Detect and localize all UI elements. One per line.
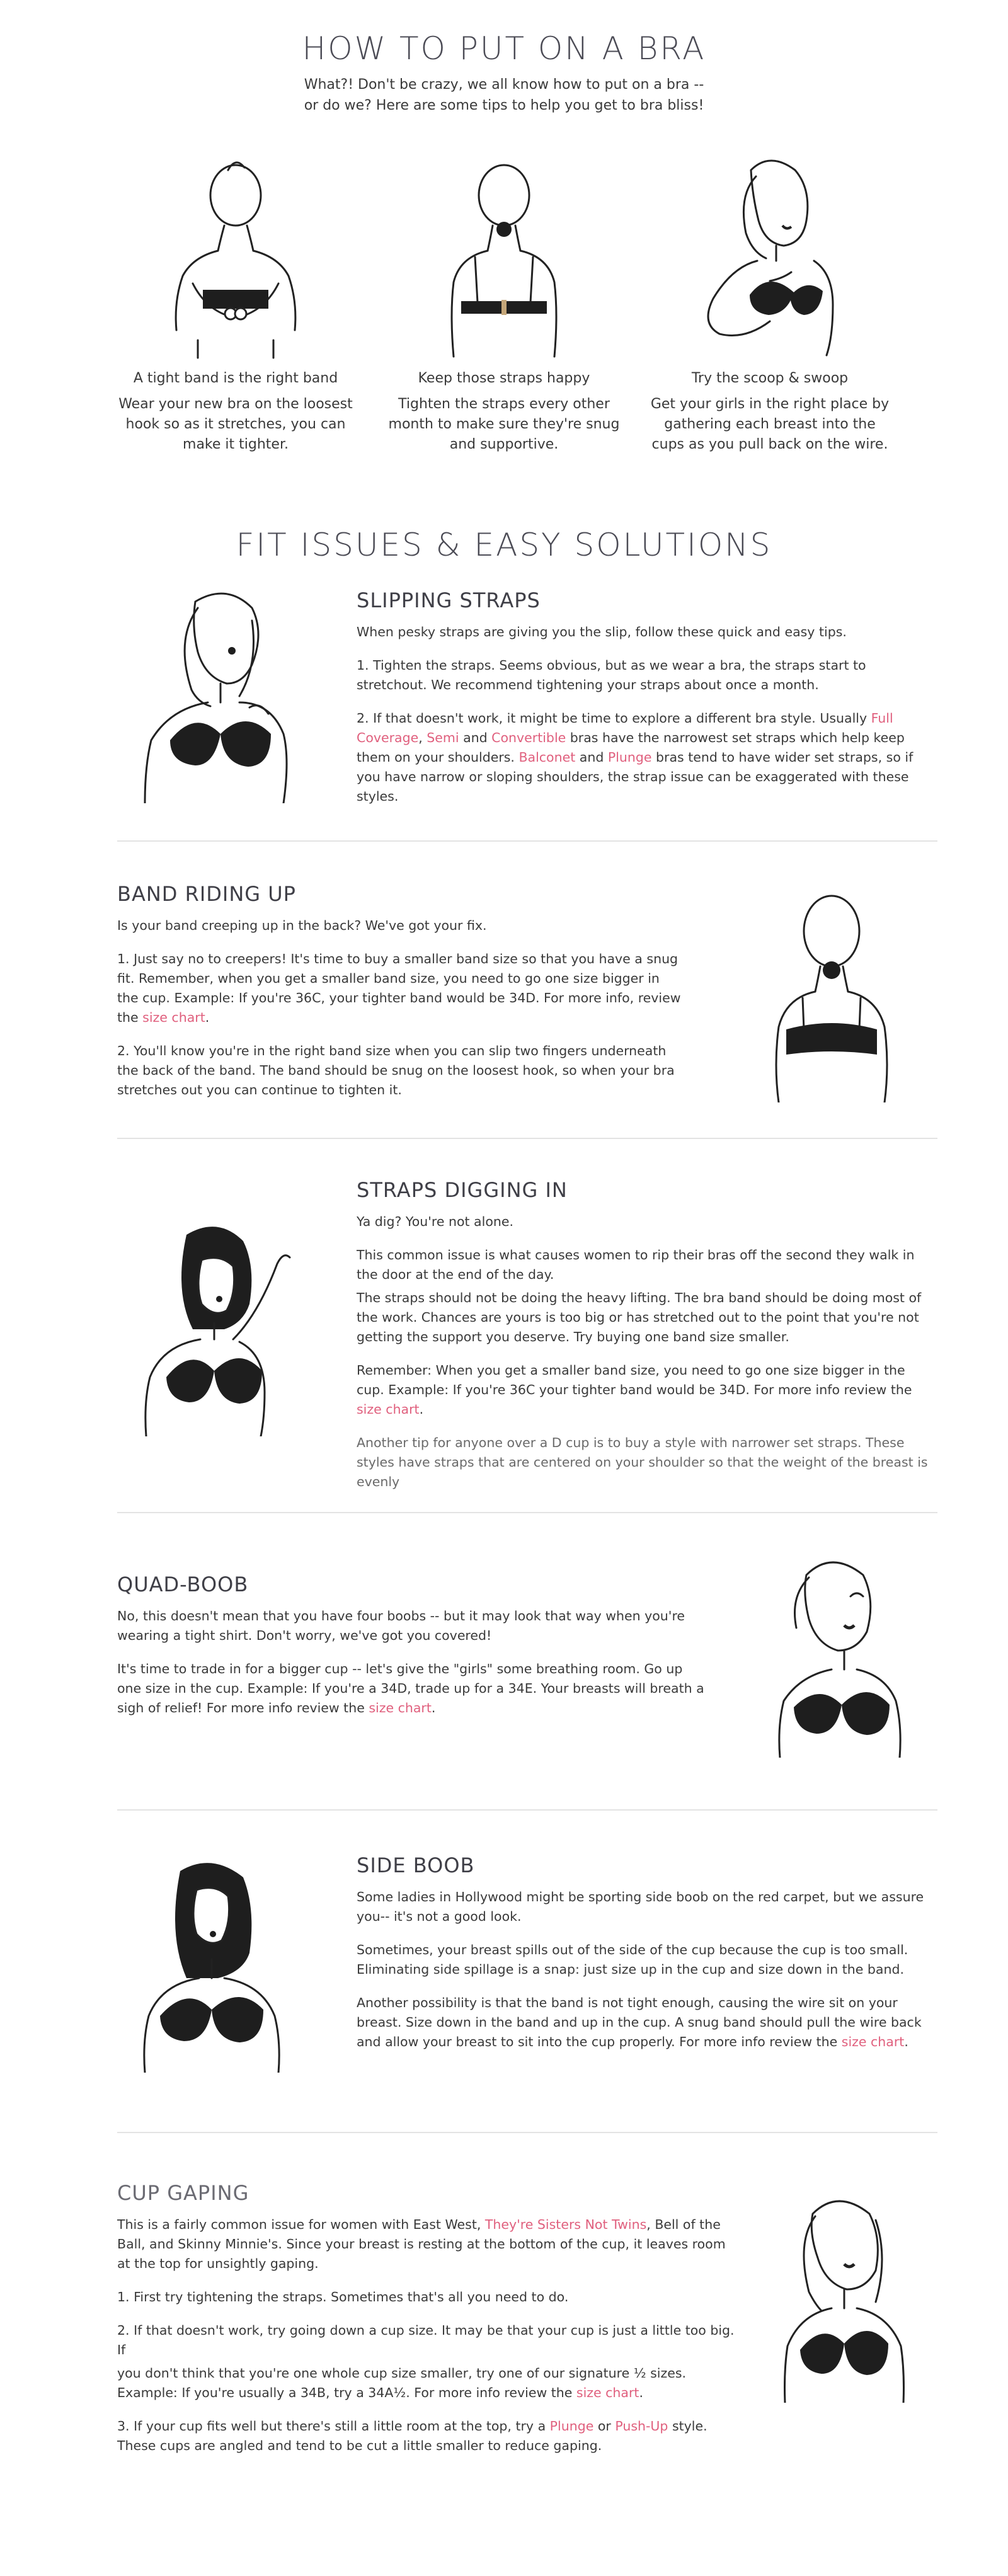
woman-back-straps-illustration: [422, 151, 586, 359]
paragraph: Is your band creeping up in the back? We've got your fix.: [117, 918, 487, 933]
section-heading: QUAD-BOOB: [117, 1572, 249, 1596]
step-card-3: [650, 151, 890, 455]
paragraph: No, this doesn't mean that you have four boobs -- but it may look that way when you're wearing a tight shirt. Don't worry, we've got you covered!: [117, 1608, 685, 1643]
paragraph: 3. If your cup fits well but there's still a little room at the top, try a Plunge or Push-Up style. These cups are angled and tend to be cut a little smaller to reduce gaping.: [117, 2419, 707, 2453]
balconet-link[interactable]: Balconet: [518, 750, 576, 765]
slipping-straps-illustration: [132, 589, 296, 806]
section-heading: SLIPPING STRAPS: [357, 588, 541, 612]
side-boob-section: [357, 1853, 936, 2066]
section-divider: [117, 1138, 937, 1139]
paragraph: 1. Just say no to creepers! It's time to buy a smaller band size so that you have a snug fit. Remember, when you get a smaller band size, you need to go one size bigger in the cup. Example: If you're 36C, your tighter band would be 34D. For more info, review the size chart.: [117, 951, 681, 1025]
plunge-link[interactable]: Plunge: [607, 750, 652, 765]
step-title: Keep those straps happy: [418, 370, 590, 386]
side-boob-illustration: [123, 1858, 300, 2075]
size-chart-link[interactable]: size chart: [841, 2034, 905, 2049]
paragraph: Another tip for anyone over a D cup is to buy a style with narrower set straps. These styles have straps that are centered on your shoulder so that the weight of the breast is evenly: [357, 1435, 928, 1489]
full-coverage-link[interactable]: Full Coverage: [357, 711, 893, 745]
page-title: HOW TO PUT ON A BRA: [302, 30, 706, 67]
step-body: Get your girls in the right place by gathering each breast into the cups as you pull back on the wire.: [650, 396, 890, 452]
fit-issues-title: FIT ISSUES & EASY SOLUTIONS: [236, 527, 772, 563]
cup-gaping-section: [117, 2181, 735, 2470]
paragraph: This common issue is what causes women to rip their bras off the second they walk in the door at the end of the day.: [357, 1247, 915, 1282]
size-chart-link[interactable]: size chart: [142, 1010, 205, 1025]
section-divider: [117, 2132, 937, 2133]
size-chart-link[interactable]: size chart: [576, 2385, 639, 2400]
step-card-2: [384, 151, 624, 455]
push-up-link[interactable]: Push-Up: [615, 2419, 668, 2434]
band-riding-up-illustration: [750, 882, 914, 1105]
paragraph: When pesky straps are giving you the slip, follow these quick and easy tips.: [357, 624, 847, 639]
paragraph: 1. First try tightening the straps. Sometimes that's all you need to do.: [117, 2289, 569, 2304]
straps-digging-in-section: [357, 1178, 936, 1506]
paragraph: It's time to trade in for a bigger cup -- let's give the "girls" some breathing room. Go up one size in the cup. Example: If you're a 34D, trade up for a 34E. Your breasts will breath a sigh of relief! For more info review the size chart.: [117, 1661, 704, 1715]
woman-back-hooking-illustration: [154, 151, 318, 359]
section-heading: STRAPS DIGGING IN: [357, 1178, 568, 1202]
paragraph: Ya dig? You're not alone.: [357, 1214, 513, 1229]
paragraph: 2. If that doesn't work, it might be time to explore a different bra style. Usually Full Coverage, Semi and Convertible bras have the narrowest set straps which help keep them on your shoulders. Balconet and Plunge bras tend to have wider set straps, so if you have narrow or sloping shoulders, the strap issue can be exaggerated with these styles.: [357, 711, 914, 804]
step-body: Wear your new bra on the loosest hook so as it stretches, you can make it tighter.: [118, 396, 353, 452]
slipping-straps-section: [357, 588, 936, 820]
section-divider: [117, 840, 937, 842]
section-heading: SIDE BOOB: [357, 1853, 475, 1877]
section-divider: [117, 1512, 937, 1513]
woman-scoop-swoop-illustration: [682, 151, 858, 359]
semi-link[interactable]: Semi: [427, 730, 459, 745]
paragraph: 1. Tighten the straps. Seems obvious, but as we wear a bra, the straps start to stretchout. We recommend tightening your straps about once a month.: [357, 658, 866, 692]
size-chart-link[interactable]: size chart: [369, 1700, 432, 1715]
quad-boob-illustration: [750, 1550, 914, 1760]
paragraph: Remember: When you get a smaller band size, you need to go one size bigger in the cup. Example: If you're 36C your tighter band would be 34D. For more info review the size chart.: [357, 1363, 912, 1417]
paragraph: you don't think that you're one whole cup size smaller, try one of our signature ½ sizes. Example: If you're usually a 34B, try a 34A½. For more info review the size chart.: [117, 2366, 687, 2400]
paragraph: 2. If that doesn't work, try going down a cup size. It may be that your cup is just a little too big. If: [117, 2323, 735, 2357]
paragraph: 2. You'll know you're in the right band size when you can slip two fingers underneath the back of the band. The band should be snug on the loosest hook, so when your bra stretches out you can continue to tighten it.: [117, 1043, 675, 1097]
cup-gaping-illustration: [769, 2189, 920, 2405]
paragraph: This is a fairly common issue for women with East West, They're Sisters Not Twins, Bell of the Ball, and Skinny Minnie's. Since your breast is resting at the bottom of the cup, it leaves room at the top for unsightly gaping.: [117, 2217, 726, 2271]
step-card-1: [116, 151, 355, 455]
section-divider: [117, 1809, 937, 1811]
sisters-not-twins-link[interactable]: They're Sisters Not Twins: [484, 2217, 647, 2232]
paragraph: Another possibility is that the band is not tight enough, causing the wire sit on your breast. Size down in the band and up in the cup. A snug band should pull the wire back and allow your breast to sit into the cup properly. For more info review the size chart.: [357, 1995, 922, 2049]
size-chart-link[interactable]: size chart: [357, 1402, 420, 1417]
step-title: Try the scoop & swoop: [691, 370, 849, 386]
convertible-link[interactable]: Convertible: [491, 730, 566, 745]
quad-boob-section: [117, 1572, 709, 1732]
section-heading: CUP GAPING: [117, 2181, 249, 2205]
intro-text: What?! Don't be crazy, we all know how to put on a bra -- or do we? Here are some tips to help you get to bra bliss!: [304, 77, 704, 113]
step-title: A tight band is the right band: [133, 370, 338, 386]
plunge-link[interactable]: Plunge: [549, 2419, 594, 2434]
paragraph: Sometimes, your breast spills out of the side of the cup because the cup is too small. Eliminating side spillage is a snap: just size up in the cup and size down in the band.: [357, 1942, 908, 1977]
step-body: Tighten the straps every other month to make sure they're snug and supportive.: [388, 396, 620, 452]
paragraph: Some ladies in Hollywood might be sporting side boob on the red carpet, but we assure you-- it's not a good look.: [357, 1889, 924, 1924]
straps-digging-in-illustration: [126, 1222, 302, 1439]
paragraph: The straps should not be doing the heavy lifting. The bra band should be doing most of the work. Chances are yours is too big or has stretched out to the point that you're not getting the support you deserve. Try buying one band size smaller.: [357, 1290, 922, 1344]
band-riding-up-section: [117, 882, 684, 1114]
section-heading: BAND RIDING UP: [117, 882, 296, 906]
